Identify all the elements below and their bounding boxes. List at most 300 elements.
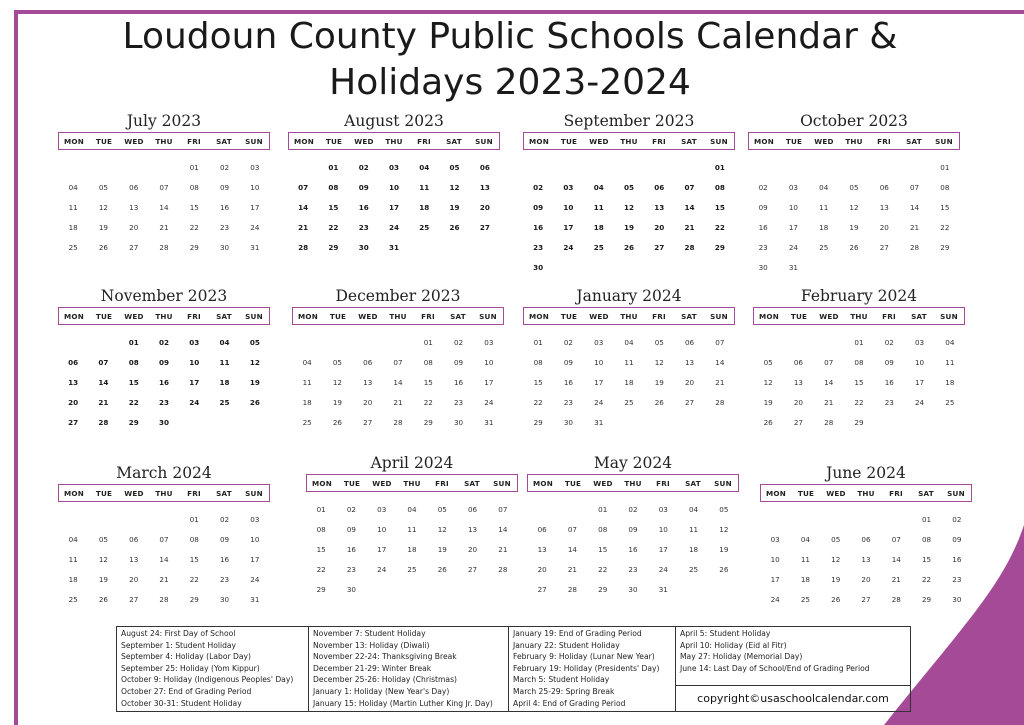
day-cell: 27 <box>654 243 665 252</box>
holiday-column-2 <box>309 627 509 711</box>
day-cell: 13 <box>479 183 490 192</box>
day-cell: 25 <box>688 565 699 574</box>
day-cell: 09 <box>453 358 464 367</box>
day-grid <box>292 333 504 433</box>
day-cell: 31 <box>658 585 668 594</box>
day-cell: 12 <box>98 203 108 212</box>
weekday-label: TUE <box>343 478 361 488</box>
empty-day-cell <box>88 333 118 353</box>
day-cell: 26 <box>449 223 460 232</box>
day-cell: 06 <box>467 505 478 514</box>
day-cell: 26 <box>623 243 634 252</box>
empty-day-cell <box>58 333 88 353</box>
day-cell: 23 <box>158 398 169 407</box>
day-cell: 05 <box>98 535 108 544</box>
day-cell: 09 <box>952 535 962 544</box>
day-cell: 17 <box>189 378 200 387</box>
day-cell: 10 <box>914 358 925 367</box>
day-cell: 17 <box>563 223 574 232</box>
day-cell: 18 <box>688 545 699 554</box>
weekday-label: TUE <box>790 311 808 321</box>
day-cell: 11 <box>688 525 699 534</box>
day-cell: 05 <box>98 183 108 192</box>
day-cell: 16 <box>219 555 230 564</box>
weekday-label: MON <box>533 478 553 488</box>
weekday-label: SAT <box>216 488 232 498</box>
day-grid <box>58 333 270 433</box>
day-cell: 08 <box>533 358 543 367</box>
day-cell: 08 <box>189 183 199 192</box>
month-name: May 2024 <box>593 454 673 472</box>
day-cell: 20 <box>654 223 665 232</box>
day-cell: 21 <box>298 223 309 232</box>
weekday-label: THU <box>850 311 868 321</box>
day-cell: 24 <box>189 398 200 407</box>
weekday-label: SUN <box>947 488 965 498</box>
weekday-label: SUN <box>940 311 958 321</box>
day-cell: 27 <box>479 223 490 232</box>
day-cell: 20 <box>467 545 478 554</box>
day-cell: 02 <box>358 163 369 172</box>
day-cell: 29 <box>598 585 608 594</box>
day-cell: 23 <box>628 565 638 574</box>
month-calendar <box>753 285 965 433</box>
day-cell: 14 <box>684 203 695 212</box>
day-cell: 06 <box>879 183 889 192</box>
day-cell: 12 <box>719 525 729 534</box>
day-cell: 19 <box>654 378 664 387</box>
weekday-label: SAT <box>918 488 934 498</box>
day-cell: 21 <box>159 575 169 584</box>
empty-day-cell <box>869 158 899 178</box>
month-calendar <box>760 462 972 610</box>
day-cell: 11 <box>945 358 955 367</box>
day-cell: 30 <box>219 243 230 252</box>
empty-day-cell <box>383 333 413 353</box>
day-cell: 26 <box>849 243 859 252</box>
day-cell: 02 <box>533 183 544 192</box>
weekday-label: WED <box>124 311 144 321</box>
day-cell: 17 <box>250 203 260 212</box>
day-cell: 17 <box>250 555 260 564</box>
day-grid <box>748 158 960 278</box>
day-cell: 19 <box>763 398 773 407</box>
day-cell: 25 <box>945 398 955 407</box>
day-cell: 10 <box>377 525 387 534</box>
day-cell: 19 <box>249 378 260 387</box>
day-cell: 25 <box>68 595 78 604</box>
day-cell: 13 <box>654 203 665 212</box>
weekday-header <box>288 132 500 150</box>
empty-day-cell <box>899 158 929 178</box>
day-cell: 08 <box>128 358 139 367</box>
day-cell: 23 <box>563 398 573 407</box>
month-calendar <box>288 110 500 258</box>
day-cell: 01 <box>940 163 950 172</box>
day-cell: 29 <box>189 595 199 604</box>
holiday-item: October 30-31: Student Holiday <box>121 698 242 708</box>
day-cell: 04 <box>688 505 699 514</box>
weekday-label: SAT <box>906 136 922 146</box>
holiday-item: June 14: Last Day of School/End of Grading Period <box>680 663 870 673</box>
day-cell: 24 <box>388 223 399 232</box>
day-cell: 20 <box>129 575 139 584</box>
day-cell: 13 <box>879 203 889 212</box>
day-cell: 11 <box>593 203 604 212</box>
holiday-item: August 24: First Day of School <box>121 629 236 638</box>
day-cell: 21 <box>891 575 901 584</box>
day-cell: 24 <box>914 398 925 407</box>
weekday-label: TUE <box>785 136 803 146</box>
day-cell: 30 <box>219 595 230 604</box>
day-cell: 16 <box>453 378 464 387</box>
day-cell: 24 <box>377 565 387 574</box>
day-cell: 29 <box>533 418 543 427</box>
day-cell: 28 <box>909 243 920 252</box>
weekday-label: MON <box>294 136 314 146</box>
day-cell: 09 <box>884 358 894 367</box>
day-cell: 17 <box>484 378 494 387</box>
day-cell: 28 <box>159 243 169 252</box>
day-cell: 25 <box>624 398 634 407</box>
empty-day-cell <box>119 510 149 530</box>
weekday-label: FRI <box>187 311 201 321</box>
day-cell: 21 <box>909 223 920 232</box>
weekday-header <box>748 132 960 150</box>
day-cell: 30 <box>628 585 638 594</box>
day-cell: 27 <box>861 595 871 604</box>
day-cell: 30 <box>358 243 369 252</box>
day-cell: 04 <box>624 338 634 347</box>
day-cell: 28 <box>98 418 109 427</box>
weekday-label: MON <box>312 478 332 488</box>
weekday-label: SAT <box>216 136 232 146</box>
day-cell: 13 <box>684 358 695 367</box>
day-cell: 31 <box>594 418 604 427</box>
day-cell: 03 <box>377 505 387 514</box>
day-cell: 28 <box>498 565 508 574</box>
empty-day-cell <box>88 510 118 530</box>
day-cell: 28 <box>891 595 901 604</box>
day-cell: 21 <box>393 398 403 407</box>
day-cell: 24 <box>658 565 668 574</box>
weekday-label: SAT <box>681 311 697 321</box>
day-cell: 27 <box>537 585 547 594</box>
weekday-label: WED <box>358 311 378 321</box>
empty-day-cell <box>553 158 583 178</box>
weekday-label: SUN <box>710 311 728 321</box>
day-cell: 23 <box>219 575 230 584</box>
day-cell: 16 <box>628 545 638 554</box>
weekday-label: TUE <box>95 488 113 498</box>
weekday-label: THU <box>385 136 403 146</box>
weekday-header <box>58 132 270 150</box>
weekday-label: WED <box>354 136 374 146</box>
weekday-label: THU <box>845 136 863 146</box>
day-cell: 24 <box>788 243 798 252</box>
empty-day-cell <box>778 158 808 178</box>
day-cell: 09 <box>358 183 369 192</box>
day-cell: 15 <box>940 203 950 212</box>
day-cell: 18 <box>945 378 955 387</box>
day-cell: 14 <box>98 378 109 387</box>
empty-day-cell <box>149 510 179 530</box>
day-cell: 11 <box>68 555 78 564</box>
holiday-item: October 27: End of Grading Period <box>121 686 252 696</box>
day-cell: 21 <box>159 223 169 232</box>
day-cell: 01 <box>189 515 199 524</box>
holiday-item: April 5: Student Holiday <box>680 629 771 638</box>
day-cell: 22 <box>189 575 199 584</box>
day-cell: 02 <box>628 505 638 514</box>
day-cell: 25 <box>800 595 810 604</box>
title-line-1: Loudoun County Public Schools Calendar & <box>122 16 898 57</box>
frame-left-border <box>14 10 18 725</box>
day-cell: 06 <box>793 358 803 367</box>
day-cell: 28 <box>567 585 577 594</box>
day-cell: 18 <box>219 378 230 387</box>
day-cell: 19 <box>98 575 108 584</box>
day-cell: 28 <box>159 595 169 604</box>
day-cell: 01 <box>189 163 199 172</box>
day-cell: 12 <box>654 358 664 367</box>
day-cell: 20 <box>479 203 490 212</box>
day-cell: 25 <box>68 243 78 252</box>
day-cell: 18 <box>407 545 417 554</box>
day-cell: 08 <box>423 358 433 367</box>
day-cell: 29 <box>423 418 433 427</box>
month-calendar <box>58 110 270 258</box>
day-cell: 04 <box>800 535 810 544</box>
day-cell: 12 <box>249 358 260 367</box>
weekday-label: MON <box>529 311 549 321</box>
empty-day-cell <box>149 158 179 178</box>
weekday-label: FRI <box>417 136 431 146</box>
day-cell: 09 <box>758 203 768 212</box>
day-cell: 19 <box>623 223 634 232</box>
empty-day-cell <box>674 158 704 178</box>
day-cell: 24 <box>484 398 494 407</box>
weekday-label: TUE <box>329 311 347 321</box>
holiday-item: May 27: Holiday (Memorial Day) <box>680 652 803 662</box>
day-cell: 29 <box>316 585 326 594</box>
day-cell: 03 <box>189 338 200 347</box>
holiday-item: February 9: Holiday (Lunar New Year) <box>513 652 655 662</box>
day-cell: 10 <box>770 555 780 564</box>
weekday-label: TUE <box>325 136 343 146</box>
day-cell: 29 <box>940 243 950 252</box>
day-cell: 01 <box>598 505 608 514</box>
day-cell: 27 <box>684 398 695 407</box>
day-cell: 22 <box>316 565 326 574</box>
day-cell: 15 <box>854 378 864 387</box>
day-cell: 05 <box>654 338 664 347</box>
empty-day-cell <box>839 158 869 178</box>
day-cell: 27 <box>879 243 889 252</box>
weekday-header <box>753 307 965 325</box>
weekday-label: MON <box>759 311 779 321</box>
weekday-label: FRI <box>652 136 666 146</box>
empty-day-cell <box>292 333 322 353</box>
day-cell: 15 <box>128 378 139 387</box>
day-cell: 23 <box>952 575 962 584</box>
day-cell: 18 <box>68 223 78 232</box>
day-cell: 20 <box>793 398 803 407</box>
day-cell: 10 <box>788 203 798 212</box>
weekday-label: WED <box>589 311 609 321</box>
day-cell: 26 <box>98 243 108 252</box>
holiday-column-4 <box>676 627 910 711</box>
day-cell: 22 <box>598 565 608 574</box>
holiday-item: January 15: Holiday (Martin Luther King Jr. Day) <box>313 698 493 708</box>
day-cell: 15 <box>423 378 433 387</box>
day-cell: 18 <box>624 378 634 387</box>
copyright-box <box>675 685 911 712</box>
day-cell: 03 <box>388 163 399 172</box>
day-cell: 06 <box>363 358 373 367</box>
day-cell: 11 <box>302 378 312 387</box>
day-cell: 13 <box>467 525 478 534</box>
day-cell: 07 <box>684 183 695 192</box>
weekday-label: SUN <box>493 478 511 488</box>
weekday-label: SUN <box>710 136 728 146</box>
day-cell: 17 <box>788 223 798 232</box>
weekday-label: WED <box>819 311 839 321</box>
day-cell: 18 <box>800 575 810 584</box>
day-cell: 13 <box>793 378 803 387</box>
day-cell: 10 <box>658 525 668 534</box>
day-cell: 16 <box>533 223 544 232</box>
day-cell: 30 <box>533 263 544 272</box>
day-cell: 03 <box>250 163 260 172</box>
day-cell: 02 <box>346 505 356 514</box>
day-cell: 20 <box>68 398 79 407</box>
weekday-label: FRI <box>889 488 903 498</box>
day-cell: 15 <box>714 203 725 212</box>
day-cell: 27 <box>467 565 478 574</box>
weekday-label: TUE <box>95 311 113 321</box>
day-cell: 07 <box>298 183 309 192</box>
weekday-label: THU <box>624 478 642 488</box>
day-cell: 26 <box>249 398 260 407</box>
weekday-label: FRI <box>877 136 891 146</box>
day-cell: 03 <box>770 535 780 544</box>
day-cell: 30 <box>758 263 768 272</box>
day-cell: 10 <box>250 183 260 192</box>
day-cell: 23 <box>884 398 894 407</box>
day-grid <box>306 500 518 600</box>
day-cell: 19 <box>332 398 342 407</box>
weekday-label: MON <box>64 311 84 321</box>
weekday-label: FRI <box>187 136 201 146</box>
weekday-label: SAT <box>464 478 480 488</box>
day-cell: 11 <box>419 183 430 192</box>
day-cell: 21 <box>715 378 725 387</box>
day-cell: 28 <box>298 243 309 252</box>
empty-day-cell <box>809 158 839 178</box>
weekday-header <box>523 307 735 325</box>
day-cell: 03 <box>658 505 668 514</box>
day-cell: 14 <box>824 378 834 387</box>
day-cell: 01 <box>316 505 326 514</box>
weekday-label: MON <box>754 136 774 146</box>
day-cell: 05 <box>332 358 342 367</box>
day-cell: 01 <box>921 515 932 524</box>
day-cell: 25 <box>302 418 312 427</box>
weekday-label: TUE <box>560 311 578 321</box>
day-cell: 09 <box>563 358 573 367</box>
day-cell: 20 <box>537 565 547 574</box>
day-cell: 29 <box>921 595 932 604</box>
holiday-item: April 4: End of Grading Period <box>513 698 626 708</box>
day-cell: 03 <box>594 338 604 347</box>
day-cell: 30 <box>158 418 169 427</box>
day-cell: 16 <box>346 545 356 554</box>
month-name: June 2024 <box>826 464 906 482</box>
day-cell: 01 <box>423 338 433 347</box>
day-cell: 22 <box>189 223 199 232</box>
day-cell: 02 <box>158 338 169 347</box>
day-cell: 07 <box>159 183 169 192</box>
day-cell: 16 <box>563 378 573 387</box>
day-cell: 23 <box>219 223 230 232</box>
holiday-item: April 10: Holiday (Eid al Fitr) <box>680 640 787 650</box>
day-cell: 20 <box>861 575 871 584</box>
day-cell: 13 <box>129 203 139 212</box>
day-cell: 23 <box>453 398 464 407</box>
day-cell: 21 <box>567 565 577 574</box>
day-cell: 02 <box>884 338 894 347</box>
day-cell: 11 <box>819 203 829 212</box>
day-cell: 19 <box>831 575 841 584</box>
day-cell: 12 <box>332 378 342 387</box>
day-cell: 05 <box>849 183 859 192</box>
page-title <box>60 14 960 106</box>
day-cell: 31 <box>788 263 798 272</box>
empty-day-cell <box>790 510 820 530</box>
day-cell: 09 <box>628 525 638 534</box>
day-cell: 15 <box>189 203 199 212</box>
weekday-label: MON <box>766 488 786 498</box>
day-cell: 04 <box>945 338 955 347</box>
weekday-label: THU <box>155 136 173 146</box>
holiday-column-3 <box>509 627 676 711</box>
day-cell: 25 <box>593 243 604 252</box>
day-cell: 02 <box>219 515 230 524</box>
day-cell: 26 <box>654 398 664 407</box>
day-cell: 08 <box>598 525 608 534</box>
day-cell: 30 <box>563 418 573 427</box>
weekday-header <box>58 484 270 502</box>
weekday-label: SUN <box>479 311 497 321</box>
day-cell: 15 <box>328 203 339 212</box>
day-cell: 12 <box>623 203 634 212</box>
weekday-label: FRI <box>882 311 896 321</box>
day-cell: 02 <box>952 515 962 524</box>
weekday-label: SUN <box>714 478 732 488</box>
day-cell: 14 <box>393 378 403 387</box>
weekday-label: SUN <box>935 136 953 146</box>
weekday-label: FRI <box>435 478 449 488</box>
weekday-label: WED <box>814 136 834 146</box>
weekday-label: WED <box>593 478 613 488</box>
day-cell: 31 <box>250 243 260 252</box>
day-grid <box>58 510 270 610</box>
day-cell: 20 <box>129 223 139 232</box>
day-cell: 04 <box>407 505 417 514</box>
weekday-label: THU <box>620 311 638 321</box>
day-cell: 22 <box>128 398 139 407</box>
